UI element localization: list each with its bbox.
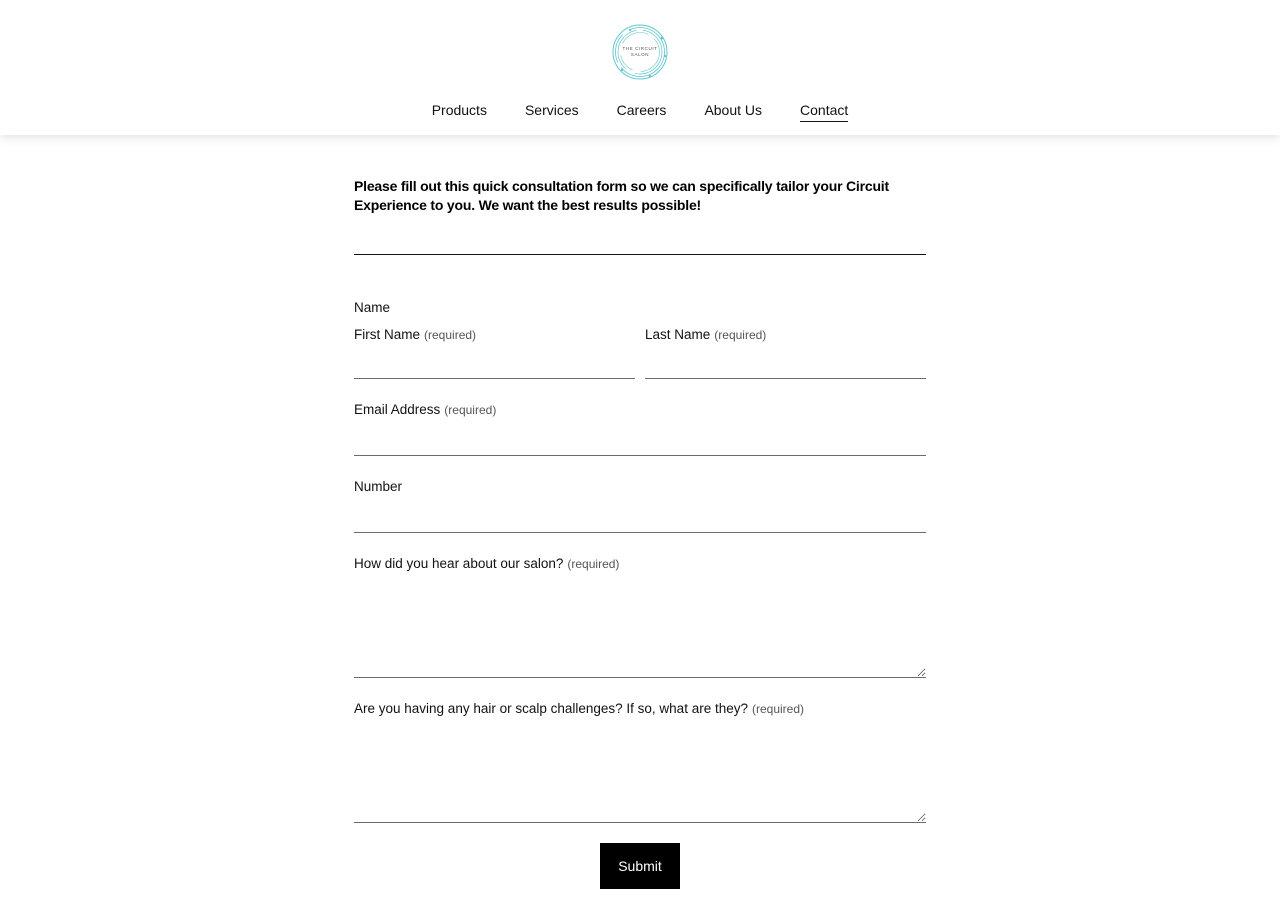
hear-about-label-text: How did you hear about our salon?	[354, 556, 564, 571]
required-marker: (required)	[444, 403, 497, 417]
logo-line-1: THE CIRCUIT	[622, 46, 658, 52]
challenges-textarea[interactable]	[354, 725, 926, 823]
required-marker: (required)	[714, 328, 767, 342]
email-label-text: Email Address	[354, 402, 441, 417]
logo-line-2: SALON	[630, 52, 650, 57]
nav-about-us[interactable]: About Us	[704, 102, 763, 118]
required-marker: (required)	[751, 702, 805, 716]
challenges-label-text: Are you having any hair or scalp challenges? If so, what are they?	[354, 701, 748, 716]
challenges-label	[354, 700, 804, 718]
hear-about-textarea[interactable]	[354, 580, 926, 678]
intro-divider	[354, 254, 926, 255]
nav-contact[interactable]: Contact	[800, 101, 848, 122]
form-intro: Please fill out this quick consultation form so we can specifically tailor your Circuit Experience to you. We want the best results possible!	[354, 178, 889, 213]
email-input[interactable]	[354, 426, 926, 456]
number-label: Number	[354, 479, 403, 494]
nav-products[interactable]: Products	[431, 102, 487, 118]
salon-logo[interactable]	[610, 22, 670, 82]
first-name-label	[354, 326, 476, 344]
main-nav	[0, 101, 1280, 122]
nav-services[interactable]: Services	[524, 102, 579, 118]
number-input[interactable]	[354, 503, 926, 533]
site-header	[0, 0, 1280, 135]
last-name-label-text: Last Name	[645, 327, 711, 342]
required-marker: (required)	[424, 328, 477, 342]
hear-about-label	[354, 555, 619, 573]
email-label	[354, 401, 496, 419]
last-name-input[interactable]	[645, 350, 926, 379]
submit-button[interactable]: Submit	[600, 843, 680, 889]
nav-careers[interactable]: Careers	[616, 102, 667, 118]
first-name-input[interactable]	[354, 350, 635, 379]
last-name-label	[645, 326, 766, 344]
logo-wordmark	[610, 22, 670, 82]
required-marker: (required)	[567, 557, 620, 571]
first-name-label-text: First Name	[354, 327, 421, 342]
name-legend: Name	[354, 300, 391, 315]
